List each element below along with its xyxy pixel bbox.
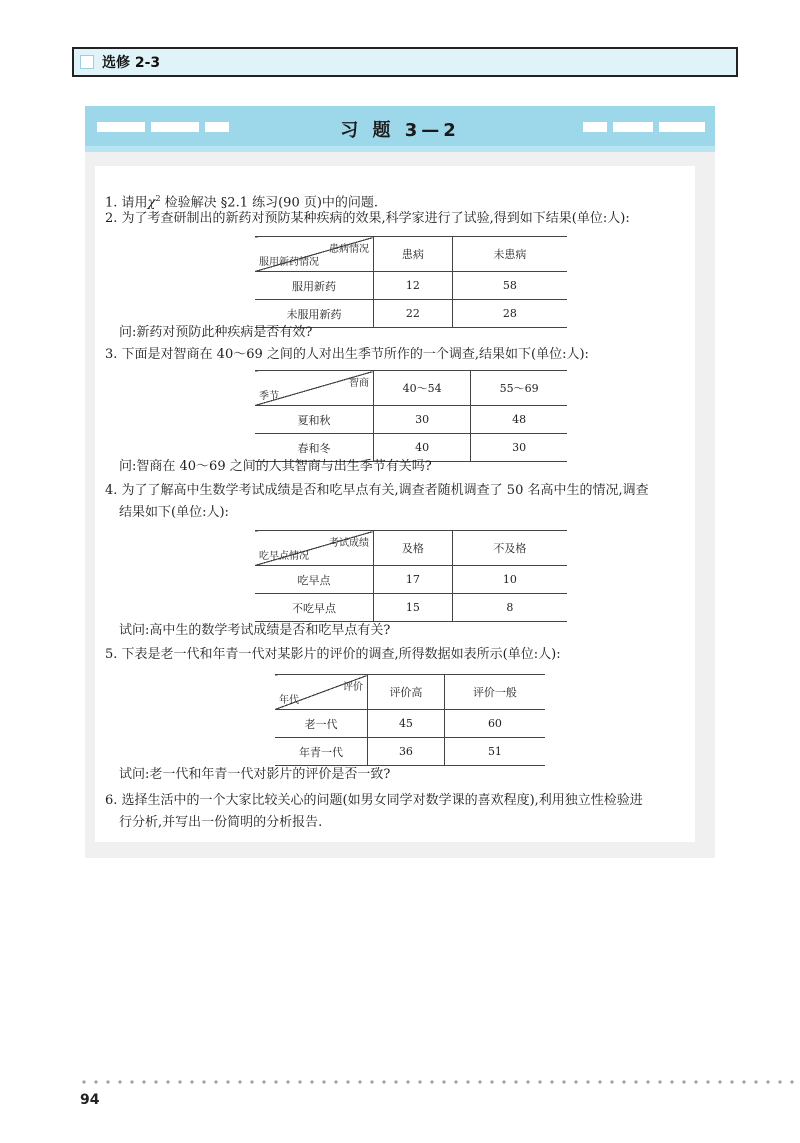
diag-row-label: 季节 [259,391,279,402]
table-problem-4 [255,530,567,622]
table-cell: 60 [444,710,545,738]
row-label: 夏和秋 [255,406,374,434]
chi-symbol: χ [147,195,156,211]
problem-1-text: 检验解决 §2.1 练习(90 页)中的问题. [160,195,379,211]
table-cell: 58 [452,272,567,300]
table-problem-3 [255,370,567,462]
problem-4-continued: 结果如下(单位:人): [119,505,229,520]
problem-4: 4. 为了了解高中生数学考试成绩是否和吃早点有关,调查者随机调查了 50 名高中生的情况,调查 [105,483,649,498]
diag-col-label: 智商 [349,378,369,389]
diag-col-label: 评价 [343,682,363,693]
header-square-icon [80,55,94,69]
problem-3: 3. 下面是对智商在 40～69 之间的人对出生季节所作的一个调查,结果如下(单位:人): [105,347,589,362]
exercise-banner [85,106,715,152]
table-cell: 28 [452,300,567,328]
diag-row-label: 年代 [279,695,299,706]
row-label: 服用新药 [255,272,374,300]
col-header: 未患病 [452,237,567,272]
problem-4-question: 试问:高中生的数学考试成绩是否和吃早点有关? [119,623,391,638]
col-header: 40～54 [374,371,471,406]
table-diagonal-header [275,675,368,710]
footer-dotted-rule [78,1080,800,1084]
table-diagonal-header [255,531,374,566]
table-cell: 22 [374,300,453,328]
table-problem-2 [255,236,567,328]
chi-exponent: 2 [155,194,161,203]
table-cell: 8 [452,594,567,622]
diag-row-label: 吃早点情况 [259,551,309,562]
problem-1 [105,190,378,212]
banner-decoration [583,122,607,132]
problem-5: 5. 下表是老一代和年青一代对某影片的评价的调查,所得数据如表所示(单位:人): [105,647,561,662]
row-label: 未服用新药 [255,300,374,328]
problem-2: 2. 为了考查研制出的新药对预防某种疾病的效果,科学家进行了试验,得到如下结果(单位:人): [105,211,630,226]
problem-3-question: 问:智商在 40～69 之间的人其智商与出生季节有关吗? [119,459,432,474]
table-diagonal-header [255,371,374,406]
problem-2-question: 问:新药对预防此种疾病是否有效? [119,325,313,340]
exercise-card [85,152,715,858]
table-problem-5 [275,674,545,766]
table-cell: 15 [374,594,453,622]
banner-decoration [659,122,705,132]
col-header: 不及格 [452,531,567,566]
col-header: 评价高 [368,675,445,710]
row-label: 吃早点 [255,566,374,594]
row-label: 不吃早点 [255,594,374,622]
table-cell: 10 [452,566,567,594]
row-label: 老一代 [275,710,368,738]
table-cell: 36 [368,738,445,766]
col-header: 患病 [374,237,453,272]
diag-col-label: 考试成绩 [329,538,369,549]
table-cell: 40 [374,434,471,462]
table-cell: 30 [374,406,471,434]
col-header: 评价一般 [444,675,545,710]
section-title: 选修 2-3 [102,55,161,71]
col-header: 55～69 [471,371,567,406]
page-number: 94 [80,1092,100,1108]
diag-row-label: 服用新药情况 [259,257,319,268]
diag-col-label: 患病情况 [329,244,369,255]
problem-5-question: 试问:老一代和年青一代对影片的评价是否一致? [119,767,391,782]
problem-1-prefix: 1. 请用 [105,195,148,211]
col-header: 及格 [374,531,453,566]
table-cell: 30 [471,434,567,462]
row-label: 春和冬 [255,434,374,462]
table-diagonal-header [255,237,374,272]
table-cell: 45 [368,710,445,738]
section-header [72,47,738,77]
table-cell: 48 [471,406,567,434]
problem-6-continued: 行分析,并写出一份简明的分析报告. [119,815,323,830]
problem-6: 6. 选择生活中的一个大家比较关心的问题(如男女同学对数学课的喜欢程度),利用独立性检验进 [105,793,643,808]
table-cell: 17 [374,566,453,594]
table-cell: 12 [374,272,453,300]
row-label: 年青一代 [275,738,368,766]
banner-decoration [613,122,653,132]
exercise-title: 习 题 3—2 [340,120,460,141]
table-cell: 51 [444,738,545,766]
exercise-content [95,166,695,842]
